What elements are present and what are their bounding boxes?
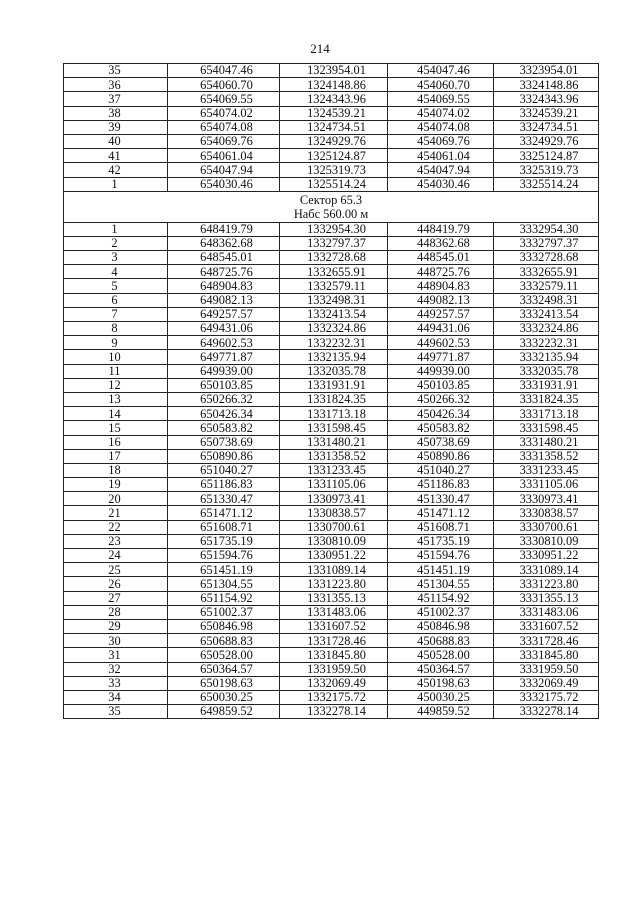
- coordinate-cell: 3330700.61: [494, 520, 599, 534]
- coordinate-cell: 451471.12: [388, 506, 494, 520]
- coordinate-cell: 654047.94: [168, 163, 280, 177]
- table-row: [64, 236, 599, 250]
- coordinate-cell: 449082.13: [388, 293, 494, 307]
- coordinate-cell: 1331223.80: [280, 577, 388, 591]
- coordinate-cell: 651304.55: [168, 577, 280, 591]
- table-row: [64, 251, 599, 265]
- table-body-bottom: [64, 222, 599, 719]
- coordinate-cell: 3332232.31: [494, 336, 599, 350]
- table-row: [64, 506, 599, 520]
- table-row: [64, 293, 599, 307]
- point-number-cell: 22: [64, 520, 168, 534]
- coordinate-cell: 454074.08: [388, 120, 494, 134]
- point-number-cell: 26: [64, 577, 168, 591]
- coordinate-cell: 1330810.09: [280, 534, 388, 548]
- table-row: [64, 134, 599, 148]
- coordinate-cell: 650426.34: [168, 407, 280, 421]
- coordinate-cell: 651608.71: [168, 520, 280, 534]
- coordinate-cell: 1330951.22: [280, 549, 388, 563]
- point-number-cell: 37: [64, 92, 168, 106]
- coordinate-cell: 1331713.18: [280, 407, 388, 421]
- coordinate-cell: 651471.12: [168, 506, 280, 520]
- coordinate-cell: 654060.70: [168, 78, 280, 92]
- coordinate-cell: 448725.76: [388, 265, 494, 279]
- coordinate-cell: 3331931.91: [494, 378, 599, 392]
- coordinate-cell: 3332655.91: [494, 265, 599, 279]
- point-number-cell: 40: [64, 134, 168, 148]
- table-row: [64, 279, 599, 293]
- coordinate-cell: 651451.19: [168, 563, 280, 577]
- coordinate-cell: 649602.53: [168, 336, 280, 350]
- coordinate-cell: 451154.92: [388, 591, 494, 605]
- coordinate-cell: 1325319.73: [280, 163, 388, 177]
- coordinate-cell: 650528.00: [168, 648, 280, 662]
- coordinate-cell: 3331728.46: [494, 634, 599, 648]
- table-row: [64, 520, 599, 534]
- coordinate-cell: 1323954.01: [280, 64, 388, 78]
- table-row: [64, 435, 599, 449]
- coordinate-cell: 454047.46: [388, 64, 494, 78]
- coordinate-cell: 3332413.54: [494, 307, 599, 321]
- coordinate-cell: 449771.87: [388, 350, 494, 364]
- coordinate-cell: 3331824.35: [494, 392, 599, 406]
- table-row: [64, 350, 599, 364]
- coordinate-cell: 3325514.24: [494, 177, 599, 191]
- section-title: Сектор 65.3: [299, 192, 363, 207]
- coordinate-cell: 1331959.50: [280, 662, 388, 676]
- coordinate-cell: 454069.55: [388, 92, 494, 106]
- point-number-cell: 31: [64, 648, 168, 662]
- coordinate-cell: 448362.68: [388, 236, 494, 250]
- coordinate-cell: 1332954.30: [280, 222, 388, 236]
- table-row: [64, 534, 599, 548]
- coordinate-cell: 451735.19: [388, 534, 494, 548]
- coordinates-table: [63, 63, 599, 719]
- coordinate-cell: 3332324.86: [494, 322, 599, 336]
- coordinate-cell: 3331607.52: [494, 619, 599, 633]
- coordinate-cell: 450583.82: [388, 421, 494, 435]
- point-number-cell: 17: [64, 449, 168, 463]
- coordinate-cell: 1331483.06: [280, 605, 388, 619]
- table-row: [64, 336, 599, 350]
- coordinate-cell: 1331480.21: [280, 435, 388, 449]
- coordinate-cell: 650198.63: [168, 676, 280, 690]
- coordinate-cell: 3332579.11: [494, 279, 599, 293]
- coordinate-cell: 649859.52: [168, 705, 280, 719]
- page-number: 214: [310, 41, 330, 56]
- table-row: [64, 449, 599, 463]
- coordinate-cell: 1332278.14: [280, 705, 388, 719]
- coordinate-cell: 3325319.73: [494, 163, 599, 177]
- table-body-top: [64, 64, 599, 192]
- coordinate-cell: 648362.68: [168, 236, 280, 250]
- coordinate-cell: 1331355.13: [280, 591, 388, 605]
- coordinate-cell: 650688.83: [168, 634, 280, 648]
- section-header-cell: [64, 191, 599, 222]
- point-number-cell: 13: [64, 392, 168, 406]
- coordinate-cell: 649771.87: [168, 350, 280, 364]
- coordinate-cell: 1332035.78: [280, 364, 388, 378]
- point-number-cell: 16: [64, 435, 168, 449]
- coordinate-cell: 450738.69: [388, 435, 494, 449]
- coordinate-cell: 649431.06: [168, 322, 280, 336]
- coordinate-cell: 449257.57: [388, 307, 494, 321]
- section-subtitle: Набс 560.00 м: [293, 206, 369, 221]
- table-row: [64, 690, 599, 704]
- coordinate-cell: 651594.76: [168, 549, 280, 563]
- coordinate-cell: 649082.13: [168, 293, 280, 307]
- coordinate-cell: 1325514.24: [280, 177, 388, 191]
- coordinate-cell: 1332324.86: [280, 322, 388, 336]
- coordinate-cell: 450030.25: [388, 690, 494, 704]
- table-row: [64, 463, 599, 477]
- coordinate-cell: 1330838.57: [280, 506, 388, 520]
- coordinate-cell: 1332175.72: [280, 690, 388, 704]
- coordinate-cell: 451002.37: [388, 605, 494, 619]
- coordinate-cell: 3331959.50: [494, 662, 599, 676]
- point-number-cell: 35: [64, 705, 168, 719]
- coordinate-cell: 1331607.52: [280, 619, 388, 633]
- point-number-cell: 5: [64, 279, 168, 293]
- coordinate-cell: 3331480.21: [494, 435, 599, 449]
- coordinate-cell: 450364.57: [388, 662, 494, 676]
- point-number-cell: 34: [64, 690, 168, 704]
- coordinate-cell: 651186.83: [168, 478, 280, 492]
- coordinate-cell: 454069.76: [388, 134, 494, 148]
- table-row: [64, 265, 599, 279]
- coordinate-cell: 3332278.14: [494, 705, 599, 719]
- point-number-cell: 20: [64, 492, 168, 506]
- coordinate-cell: 650364.57: [168, 662, 280, 676]
- coordinate-cell: 3331358.52: [494, 449, 599, 463]
- coordinate-cell: 654074.02: [168, 106, 280, 120]
- table-row: [64, 577, 599, 591]
- coordinate-cell: 451186.83: [388, 478, 494, 492]
- coordinate-cell: 449939.00: [388, 364, 494, 378]
- table-row: [64, 149, 599, 163]
- coordinate-cell: 3332035.78: [494, 364, 599, 378]
- point-number-cell: 36: [64, 78, 168, 92]
- coordinate-cell: 449431.06: [388, 322, 494, 336]
- table-row: [64, 492, 599, 506]
- table-row: [64, 106, 599, 120]
- coordinate-cell: 1332498.31: [280, 293, 388, 307]
- coordinate-cell: 651330.47: [168, 492, 280, 506]
- coordinate-cell: 3332069.49: [494, 676, 599, 690]
- point-number-cell: 27: [64, 591, 168, 605]
- coordinate-cell: 454074.02: [388, 106, 494, 120]
- coordinate-cell: 450890.86: [388, 449, 494, 463]
- coordinate-cell: 650266.32: [168, 392, 280, 406]
- coordinate-cell: 450846.98: [388, 619, 494, 633]
- coordinate-cell: 451608.71: [388, 520, 494, 534]
- coordinate-cell: 1324539.21: [280, 106, 388, 120]
- table-row: [64, 378, 599, 392]
- coordinate-cell: 3331223.80: [494, 577, 599, 591]
- coordinate-cell: 651040.27: [168, 463, 280, 477]
- point-number-cell: 15: [64, 421, 168, 435]
- coordinate-cell: 451451.19: [388, 563, 494, 577]
- coordinate-cell: 654047.46: [168, 64, 280, 78]
- coordinate-cell: 3331233.45: [494, 463, 599, 477]
- coordinate-cell: 3324929.76: [494, 134, 599, 148]
- coordinate-cell: 650030.25: [168, 690, 280, 704]
- coordinate-cell: 3330951.22: [494, 549, 599, 563]
- section-header-row: [64, 191, 599, 222]
- coordinate-cell: 649939.00: [168, 364, 280, 378]
- point-number-cell: 23: [64, 534, 168, 548]
- section-header-body: [64, 191, 599, 222]
- coordinate-cell: 654030.46: [168, 177, 280, 191]
- point-number-cell: 6: [64, 293, 168, 307]
- point-number-cell: 7: [64, 307, 168, 321]
- point-number-cell: 10: [64, 350, 168, 364]
- coordinate-cell: 3331845.80: [494, 648, 599, 662]
- table-row: [64, 92, 599, 106]
- coordinate-cell: 654061.04: [168, 149, 280, 163]
- table-row: [64, 605, 599, 619]
- point-number-cell: 9: [64, 336, 168, 350]
- coordinate-cell: 454061.04: [388, 149, 494, 163]
- point-number-cell: 42: [64, 163, 168, 177]
- coordinate-cell: 654069.76: [168, 134, 280, 148]
- table-row: [64, 78, 599, 92]
- coordinate-cell: 3331598.45: [494, 421, 599, 435]
- table-row: [64, 177, 599, 191]
- point-number-cell: 35: [64, 64, 168, 78]
- table-row: [64, 563, 599, 577]
- point-number-cell: 18: [64, 463, 168, 477]
- coordinate-cell: 3331089.14: [494, 563, 599, 577]
- coordinate-cell: 650890.86: [168, 449, 280, 463]
- coordinate-cell: 648545.01: [168, 251, 280, 265]
- point-number-cell: 1: [64, 222, 168, 236]
- table-row: [64, 163, 599, 177]
- point-number-cell: 8: [64, 322, 168, 336]
- point-number-cell: 21: [64, 506, 168, 520]
- coordinate-cell: 648725.76: [168, 265, 280, 279]
- coordinate-cell: 3324343.96: [494, 92, 599, 106]
- coordinate-cell: 448545.01: [388, 251, 494, 265]
- point-number-cell: 2: [64, 236, 168, 250]
- point-number-cell: 33: [64, 676, 168, 690]
- coordinate-cell: 1324734.51: [280, 120, 388, 134]
- coordinate-cell: 3324734.51: [494, 120, 599, 134]
- table-row: [64, 322, 599, 336]
- coordinate-cell: 1332069.49: [280, 676, 388, 690]
- coordinate-cell: 1332413.54: [280, 307, 388, 321]
- coordinate-cell: 1324929.76: [280, 134, 388, 148]
- coordinate-cell: 650583.82: [168, 421, 280, 435]
- point-number-cell: 4: [64, 265, 168, 279]
- coordinate-cell: 650846.98: [168, 619, 280, 633]
- coordinate-cell: 3331483.06: [494, 605, 599, 619]
- coordinate-cell: 3332175.72: [494, 690, 599, 704]
- point-number-cell: 25: [64, 563, 168, 577]
- coordinate-cell: 3330973.41: [494, 492, 599, 506]
- coordinate-cell: 654069.55: [168, 92, 280, 106]
- coordinate-cell: 454030.46: [388, 177, 494, 191]
- table-row: [64, 676, 599, 690]
- coordinate-cell: 451330.47: [388, 492, 494, 506]
- coordinate-cell: 1331598.45: [280, 421, 388, 435]
- coordinate-cell: 651735.19: [168, 534, 280, 548]
- coordinate-cell: 1330973.41: [280, 492, 388, 506]
- coordinate-cell: 450688.83: [388, 634, 494, 648]
- table-row: [64, 222, 599, 236]
- coordinate-cell: 451594.76: [388, 549, 494, 563]
- coordinate-cell: 3324148.86: [494, 78, 599, 92]
- point-number-cell: 39: [64, 120, 168, 134]
- coordinate-cell: 1331845.80: [280, 648, 388, 662]
- coordinate-cell: 3323954.01: [494, 64, 599, 78]
- coordinate-cell: 3331713.18: [494, 407, 599, 421]
- table-row: [64, 549, 599, 563]
- coordinate-cell: 450103.85: [388, 378, 494, 392]
- coordinate-cell: 3331355.13: [494, 591, 599, 605]
- coordinate-cell: 3324539.21: [494, 106, 599, 120]
- coordinate-cell: 3330810.09: [494, 534, 599, 548]
- coordinate-cell: 1332135.94: [280, 350, 388, 364]
- coordinate-cell: 1332728.68: [280, 251, 388, 265]
- coordinate-cell: 650103.85: [168, 378, 280, 392]
- point-number-cell: 38: [64, 106, 168, 120]
- table-row: [64, 591, 599, 605]
- coordinate-cell: 1332579.11: [280, 279, 388, 293]
- table-row: [64, 478, 599, 492]
- table-row: [64, 307, 599, 321]
- coordinate-cell: 454047.94: [388, 163, 494, 177]
- table-row: [64, 364, 599, 378]
- coordinate-cell: 1332797.37: [280, 236, 388, 250]
- coordinate-cell: 1331105.06: [280, 478, 388, 492]
- coordinate-cell: 651002.37: [168, 605, 280, 619]
- coordinate-cell: 3331105.06: [494, 478, 599, 492]
- coordinate-cell: 1331233.45: [280, 463, 388, 477]
- point-number-cell: 24: [64, 549, 168, 563]
- coordinate-cell: 1325124.87: [280, 149, 388, 163]
- coordinate-cell: 3332797.37: [494, 236, 599, 250]
- coordinate-cell: 1330700.61: [280, 520, 388, 534]
- point-number-cell: 3: [64, 251, 168, 265]
- coordinate-cell: 648419.79: [168, 222, 280, 236]
- coordinate-cell: 1331728.46: [280, 634, 388, 648]
- coordinate-cell: 1332232.31: [280, 336, 388, 350]
- coordinate-cell: 651154.92: [168, 591, 280, 605]
- point-number-cell: 19: [64, 478, 168, 492]
- coordinate-cell: 451304.55: [388, 577, 494, 591]
- coordinate-cell: 1331089.14: [280, 563, 388, 577]
- point-number-cell: 1: [64, 177, 168, 191]
- coordinate-cell: 449602.53: [388, 336, 494, 350]
- table-row: [64, 648, 599, 662]
- coordinate-cell: 1324343.96: [280, 92, 388, 106]
- point-number-cell: 41: [64, 149, 168, 163]
- coordinate-cell: 3332728.68: [494, 251, 599, 265]
- point-number-cell: 11: [64, 364, 168, 378]
- coordinate-cell: 448904.83: [388, 279, 494, 293]
- coordinate-cell: 654074.08: [168, 120, 280, 134]
- point-number-cell: 30: [64, 634, 168, 648]
- coordinate-cell: 3330838.57: [494, 506, 599, 520]
- table-row: [64, 407, 599, 421]
- coordinate-cell: 3332135.94: [494, 350, 599, 364]
- table-row: [64, 634, 599, 648]
- point-number-cell: 14: [64, 407, 168, 421]
- coordinate-cell: 448419.79: [388, 222, 494, 236]
- coordinate-cell: 450266.32: [388, 392, 494, 406]
- table-row: [64, 421, 599, 435]
- coordinate-cell: 450528.00: [388, 648, 494, 662]
- coordinate-cell: 451040.27: [388, 463, 494, 477]
- point-number-cell: 29: [64, 619, 168, 633]
- coordinate-cell: 450198.63: [388, 676, 494, 690]
- coordinate-cell: 454060.70: [388, 78, 494, 92]
- table-row: [64, 392, 599, 406]
- coordinate-cell: 650738.69: [168, 435, 280, 449]
- coordinate-cell: 1324148.86: [280, 78, 388, 92]
- coordinate-cell: 1331931.91: [280, 378, 388, 392]
- coordinate-cell: 450426.34: [388, 407, 494, 421]
- coordinate-cell: 449859.52: [388, 705, 494, 719]
- coordinate-cell: 3332954.30: [494, 222, 599, 236]
- coordinate-cell: 1331358.52: [280, 449, 388, 463]
- coordinate-cell: 649257.57: [168, 307, 280, 321]
- coordinate-cell: 648904.83: [168, 279, 280, 293]
- table-row: [64, 619, 599, 633]
- coordinate-cell: 3332498.31: [494, 293, 599, 307]
- table-row: [64, 64, 599, 78]
- coordinate-cell: 3325124.87: [494, 149, 599, 163]
- point-number-cell: 12: [64, 378, 168, 392]
- point-number-cell: 28: [64, 605, 168, 619]
- table-row: [64, 662, 599, 676]
- coordinate-cell: 1332655.91: [280, 265, 388, 279]
- table-row: [64, 705, 599, 719]
- point-number-cell: 32: [64, 662, 168, 676]
- table-row: [64, 120, 599, 134]
- coordinate-cell: 1331824.35: [280, 392, 388, 406]
